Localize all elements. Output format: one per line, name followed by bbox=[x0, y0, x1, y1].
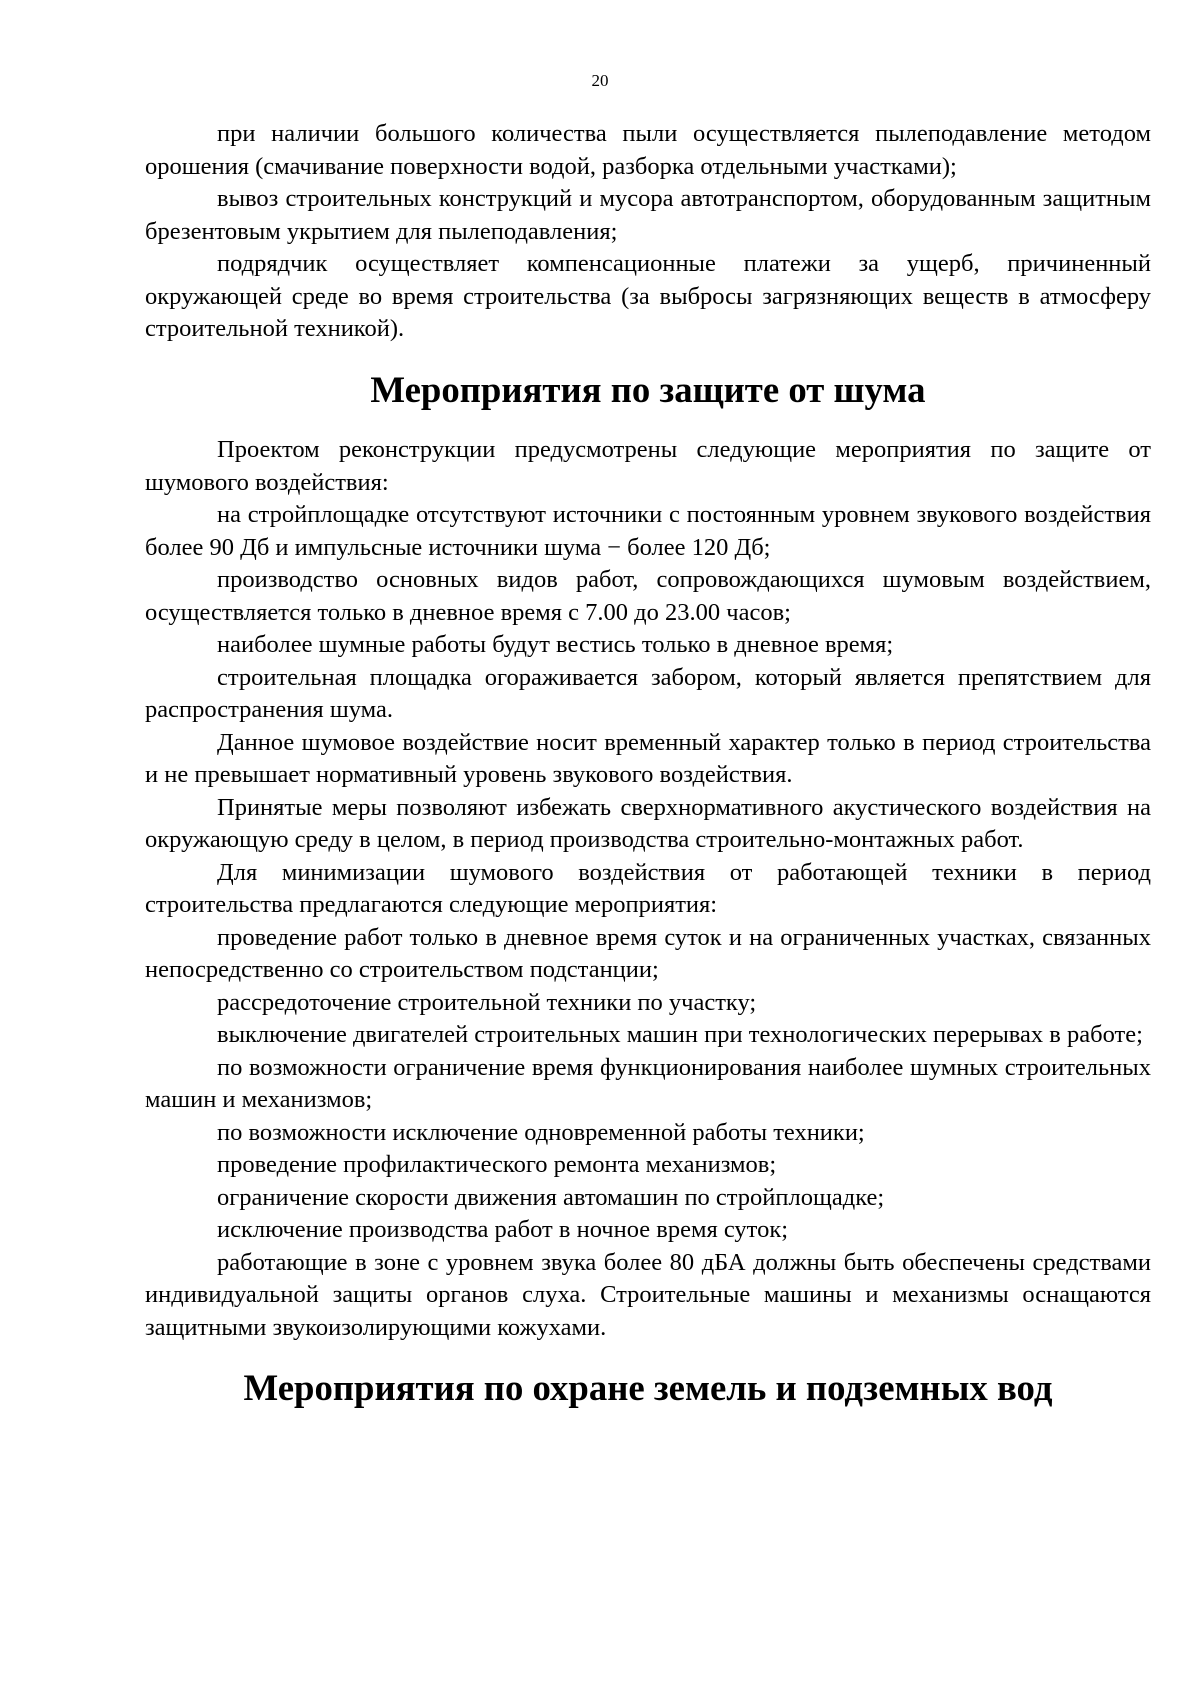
intro-section bbox=[145, 118, 1151, 346]
paragraph: Для минимизации шумового воздействия от работающей техники в период строительства предлагаются следующие мероприятия: bbox=[145, 858, 1151, 918]
section-heading-land: Мероприятия по охране земель и подземных вод bbox=[243, 1367, 1053, 1408]
paragraph: наиболее шумные работы будут вестись только в дневное время; bbox=[217, 631, 894, 658]
paragraph: на стройплощадке отсутствуют источники с постоянным уровнем звукового воздействия более 90 Дб и импульсные источники шума − более 120 Дб; bbox=[145, 501, 1151, 561]
paragraph: проведение профилактического ремонта механизмов; bbox=[217, 1151, 777, 1178]
document-body bbox=[145, 118, 1151, 1408]
noise-section bbox=[145, 434, 1151, 1344]
paragraph: вывоз строительных конструкций и мусора автотранспортом, оборудованным защитным брезентовым укрытием для пылеподавления; bbox=[145, 185, 1151, 245]
paragraph: Принятые меры позволяют избежать сверхнормативного акустического воздействия на окружающую среду в целом, в период производства строительно-монтажных работ. bbox=[145, 793, 1151, 853]
paragraph: ограничение скорости движения автомашин по стройплощадке; bbox=[217, 1183, 885, 1211]
page-number: 20 bbox=[591, 71, 609, 90]
paragraph: выключение двигателей строительных машин при технологических перерывах в работе; bbox=[217, 1021, 1143, 1048]
paragraph: по возможности ограничение время функционирования наиболее шумных строительных машин и механизмов; bbox=[145, 1053, 1151, 1113]
paragraph: при наличии большого количества пыли осуществляется пылеподавление методом орошения (смачивание поверхности водой, разборка отдельными участками); bbox=[145, 120, 1151, 180]
paragraph: Проектом реконструкции предусмотрены следующие мероприятия по защите от шумового воздействия: bbox=[145, 436, 1151, 496]
paragraph: по возможности исключение одновременной работы техники; bbox=[217, 1118, 865, 1146]
paragraph: проведение работ только в дневное время суток и на ограниченных участках, связанных непосредственно со строительством подстанции; bbox=[145, 923, 1151, 983]
paragraph: строительная площадка огораживается забором, который является препятствием для распространения шума. bbox=[145, 663, 1151, 723]
paragraph: исключение производства работ в ночное время суток; bbox=[217, 1216, 789, 1243]
section-heading-noise: Мероприятия по защите от шума bbox=[370, 368, 926, 410]
paragraph: работающие в зоне с уровнем звука более 80 дБА должны быть обеспечены средствами индивидуальной защиты органов слуха. Строительные машины и механизмы оснащаются защитными звукоизолирующими кожухами. bbox=[145, 1248, 1151, 1341]
paragraph: производство основных видов работ, сопровождающихся шумовым воздействием, осуществляется только в дневное время с 7.00 до 23.00 часов; bbox=[145, 566, 1151, 626]
paragraph: Данное шумовое воздействие носит временный характер только в период строительства и не превышает нормативный уровень звукового воздействия. bbox=[145, 728, 1151, 788]
paragraph: рассредоточение строительной техники по участку; bbox=[217, 988, 757, 1016]
paragraph: подрядчик осуществляет компенсационные платежи за ущерб, причиненный окружающей среде во время строительства (за выбросы загрязняющих веществ в атмосферу строительной техникой). bbox=[145, 250, 1151, 342]
